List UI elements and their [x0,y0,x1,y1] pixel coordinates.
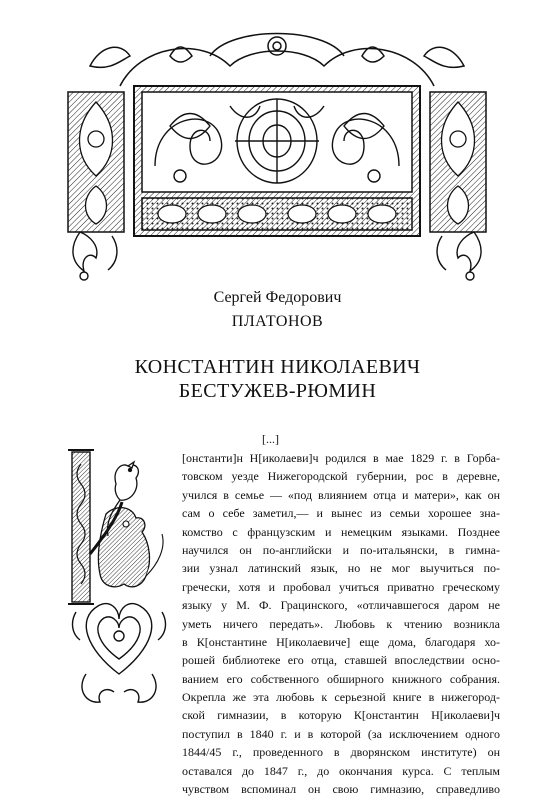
article-title-line-2: БЕСТУЖЕВ-РЮМИН [178,380,377,402]
body-line: научился он по-английски и по-итальянски, в гимна- [182,542,500,557]
body-line: Окрепла же эта любовь к серьезной книге в нижегород- [182,690,500,705]
body-line: языку у М. Ф. Грацинского, «отличавшегося даром не [182,598,500,613]
author-first-names: Сергей Федорович [213,289,342,306]
body-line: уметь ничего передать». Любовь к чтению возникла [182,616,500,631]
body-line: зии узнал латинский язык, но не мог выучиться по- [182,561,500,576]
body-line: ской гимназии, в которую К[онстантин Н[иколаеви]ч [182,708,500,723]
body-line: гречески, хотя и пробовал учиться приватно греческому [182,579,500,594]
body-line: поступил в 1840 г. и в которой (за исключением одного [182,726,500,741]
omission-mark: [...] [262,432,279,446]
body-line: учился в семье — «под влиянием отца и матери», как он [182,487,500,502]
body-line: [онстанти]н Н[иколаеви]ч родился в мае 1829 г. в Горба- [182,451,500,465]
body-line: комство с французским и немецким языками. Позднее [182,524,500,539]
article-title-line-1: КОНСТАНТИН НИКОЛАЕВИЧ [134,356,421,378]
article-body-text [182,449,500,798]
body-line: рошей библиотеке его отца, ставшей впоследствии осно- [182,653,500,668]
ornamental-header-illustration [60,26,494,284]
body-line: товском уезде Нижегородской губернии, рос в деревне, [182,469,500,484]
body-line: оставался до 1847 г., до окончания курса. С теплым [182,763,500,778]
decorated-initial-letter-illustration [66,444,172,714]
body-line: ванием его собственного обширного книжного собрания. [182,671,500,686]
body-line: сам о себе заметил,— и вынес из семьи хорошее зна- [182,506,500,521]
body-line: 1844/45 г., проведенного в дворянском институте) он [182,745,500,760]
body-line: чувством вспоминал он свою гимназию, справедливо [182,782,500,797]
body-line: в К[онстантине Н[иколаевиче] еще дома, благодаря хо- [182,634,500,649]
author-surname: ПЛАТОНОВ [231,313,324,330]
